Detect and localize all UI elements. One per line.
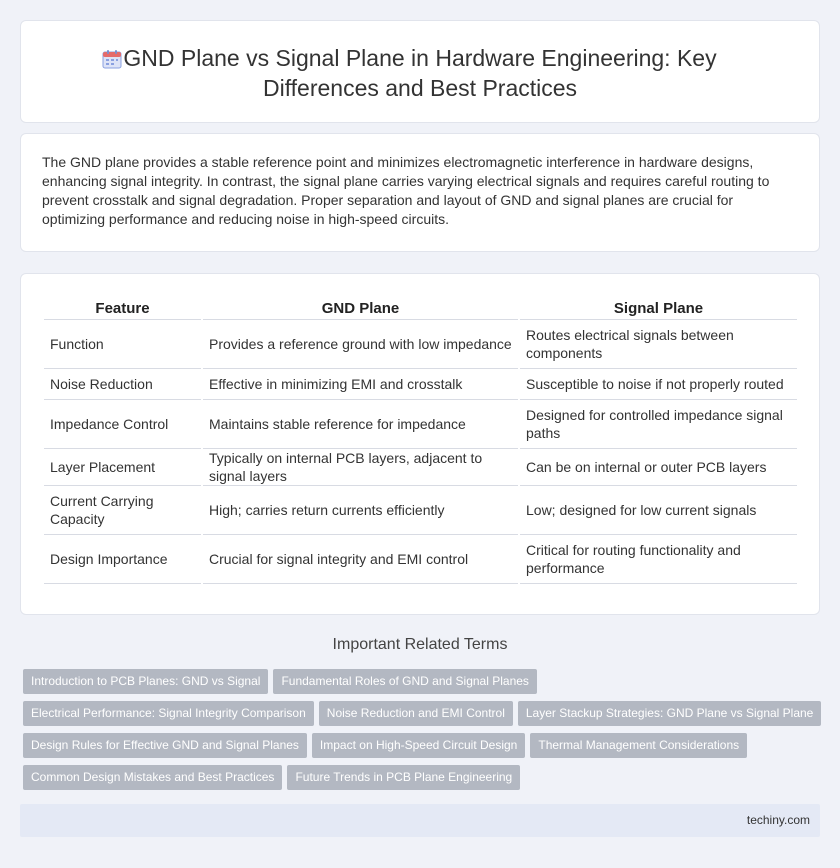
- related-term-tag[interactable]: Electrical Performance: Signal Integrity Comparison: [23, 701, 314, 726]
- signal-cell: Designed for controlled impedance signal paths: [520, 400, 797, 449]
- signal-cell: Critical for routing functionality and performance: [520, 535, 797, 584]
- table-row: [44, 535, 797, 584]
- footer-bar: [20, 804, 820, 837]
- header-feature: Feature: [44, 296, 201, 320]
- feature-cell: Design Importance: [44, 535, 201, 584]
- table-row: [44, 400, 797, 449]
- related-term-tag[interactable]: Introduction to PCB Planes: GND vs Signal: [23, 669, 268, 694]
- table-row: [44, 369, 797, 400]
- feature-cell: Function: [44, 320, 201, 369]
- feature-cell: Impedance Control: [44, 400, 201, 449]
- related-term-tag[interactable]: Impact on High-Speed Circuit Design: [312, 733, 525, 758]
- table-header-row: [44, 296, 797, 320]
- comparison-table: [42, 296, 799, 584]
- intro-card: [20, 133, 820, 252]
- related-terms-list: [23, 669, 823, 797]
- related-term-tag[interactable]: Design Rules for Effective GND and Signal Planes: [23, 733, 307, 758]
- gnd-cell: High; carries return currents efficiently: [203, 486, 518, 535]
- gnd-cell: Crucial for signal integrity and EMI control: [203, 535, 518, 584]
- related-term-tag[interactable]: Noise Reduction and EMI Control: [319, 701, 513, 726]
- related-term-tag[interactable]: Common Design Mistakes and Best Practices: [23, 765, 282, 790]
- table-row: [44, 320, 797, 369]
- page-title: GND Plane vs Signal Plane in Hardware Engineering: Key Differences and Best Practices: [123, 45, 717, 101]
- related-term-tag[interactable]: Fundamental Roles of GND and Signal Planes: [273, 669, 536, 694]
- feature-cell: Noise Reduction: [44, 369, 201, 400]
- feature-cell: Current Carrying Capacity: [44, 486, 201, 535]
- feature-cell: Layer Placement: [44, 449, 201, 486]
- gnd-cell: Effective in minimizing EMI and crosstalk: [203, 369, 518, 400]
- signal-cell: Susceptible to noise if not properly routed: [520, 369, 797, 400]
- related-term-tag[interactable]: Future Trends in PCB Plane Engineering: [287, 765, 520, 790]
- signal-cell: Low; designed for low current signals: [520, 486, 797, 535]
- gnd-cell: Typically on internal PCB layers, adjacent to signal layers: [203, 449, 518, 486]
- related-term-tag[interactable]: Layer Stackup Strategies: GND Plane vs Signal Plane: [518, 701, 821, 726]
- signal-cell: Routes electrical signals between components: [520, 320, 797, 369]
- related-term-tag[interactable]: Thermal Management Considerations: [530, 733, 747, 758]
- gnd-cell: Maintains stable reference for impedance: [203, 400, 518, 449]
- table-row: [44, 449, 797, 486]
- title-card: [20, 20, 820, 123]
- intro-paragraph: The GND plane provides a stable reference point and minimizes electromagnetic interference in hardware designs, enhancing signal integrity. In contrast, the signal plane carries varying electrical signals and requires careful routing to prevent crosstalk and signal degradation. Proper separation and layout of GND and signal planes are crucial for optimizing performance and reducing noise in high-speed circuits.: [42, 154, 770, 227]
- signal-cell: Can be on internal or outer PCB layers: [520, 449, 797, 486]
- footer-site-link[interactable]: techiny.com: [746, 813, 810, 827]
- comparison-table-card: [20, 273, 820, 615]
- related-terms-heading: Important Related Terms: [332, 636, 508, 653]
- gnd-cell: Provides a reference ground with low impedance: [203, 320, 518, 369]
- header-gnd-plane: GND Plane: [203, 296, 518, 320]
- table-row: [44, 486, 797, 535]
- header-signal-plane: Signal Plane: [520, 296, 797, 320]
